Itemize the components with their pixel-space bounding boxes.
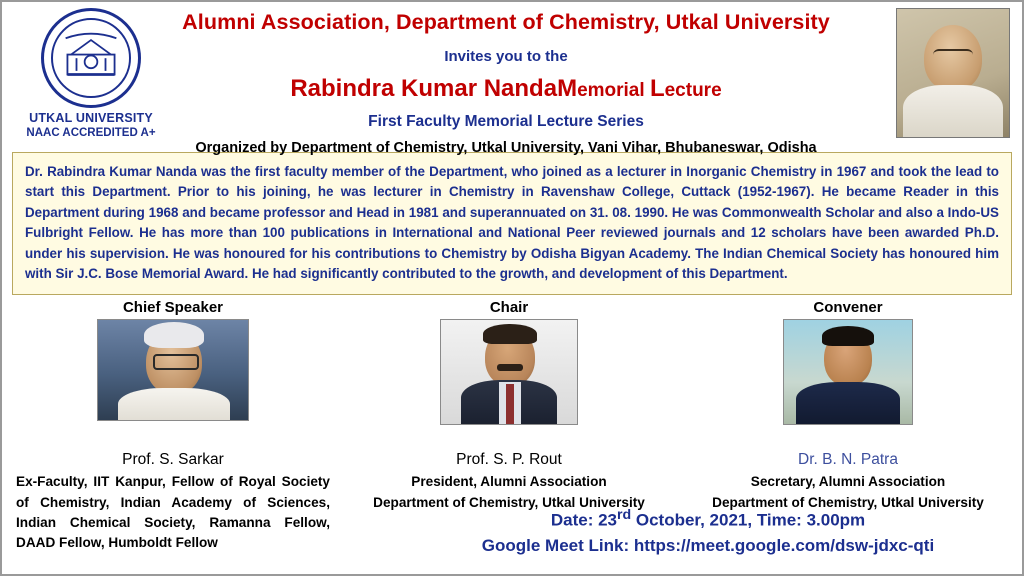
university-seal-icon — [41, 8, 141, 108]
name-chair: Prof. S. P. Rout — [456, 451, 562, 469]
lecture-title — [170, 75, 842, 103]
affiliation-chair-line1: President, Alumni Association — [411, 474, 607, 490]
people-row — [2, 299, 1022, 449]
university-logo — [16, 8, 166, 139]
person-chair — [344, 299, 674, 425]
event-date-ordinal: rd — [616, 507, 632, 524]
lecture-suffix-l: L — [649, 75, 665, 102]
logo-accreditation: NAAC ACCREDITED A+ — [26, 127, 156, 139]
header-text-block — [170, 10, 842, 156]
person-chief-speaker — [10, 299, 336, 421]
affiliation-convener-line1: Secretary, Alumni Association — [750, 474, 946, 490]
biography-text: Dr. Rabindra Kumar Nanda was the first faculty member of the Department, who joined as a lecturer in Inorganic Chemistry in 1967 and took the lead to start this Department. Prior to his joining, he was lecturer in Chemistry in Ravenshaw College, Cuttack (1952-1967). He became Reader in this Department during 1968 and became professor and Head in 1981 and superannuated on 31. 08. 1990. He was Commonwealth Scholar and also a Indo-US Fulbright Fellow. He has more than 100 publications in International and National Peer reviewed journals and 12 scholars have been awarded Ph.D. under his supervision. He was honoured for his contributions to Chemistry by Odisha Bigyan Academy. The Indian Chemical Society has honoured him with Sir J.C. Bose Memorial Award. He had significantly contributed to the growth, and development of this Department. — [12, 152, 1012, 295]
logo-university-name: UTKAL UNIVERSITY — [29, 111, 153, 125]
lecture-suffix-m: M — [557, 75, 578, 102]
honoree-photo — [896, 8, 1010, 138]
affiliation-chief-speaker: Ex-Faculty, IIT Kanpur, Fellow of Royal Society of Chemistry, Indian Academy of Sciences, Indian Chemical Society, Ramanna Fellow, DAAD Fellow, Humboldt Fellow — [16, 474, 330, 551]
photo-convener — [783, 319, 913, 425]
event-date-prefix: Date: 23 — [550, 510, 617, 530]
name-block-convener — [680, 449, 1016, 513]
seal-emblem-icon — [62, 31, 120, 89]
role-label-chair: Chair — [489, 299, 529, 317]
names-row — [2, 449, 1022, 579]
lecture-suffix-emorial: emorial — [577, 80, 650, 101]
page-title: Alumni Association, Department of Chemistry, Utkal University — [182, 10, 830, 34]
name-convener: Dr. B. N. Patra — [798, 451, 898, 469]
lecture-honoree-name: Rabindra Kumar Nanda — [290, 75, 558, 102]
person-convener — [680, 299, 1016, 425]
meeting-details — [402, 505, 1014, 559]
invitation-line: Invites you to the — [444, 48, 568, 65]
photo-chief-speaker — [97, 319, 249, 421]
role-label-convener: Convener — [813, 299, 883, 317]
honoree-portrait-image — [897, 9, 1009, 137]
event-date-rest: October, 2021, Time: 3.00pm — [631, 510, 866, 530]
poster-header — [2, 2, 1022, 156]
lecture-series: First Faculty Memorial Lecture Series — [368, 113, 644, 130]
event-datetime — [402, 505, 1014, 533]
lecture-suffix-ecture: ecture — [664, 80, 722, 101]
affiliation-convener-line2: Department of Chemistry, Utkal University — [712, 494, 984, 510]
organizer-line: Organized by Department of Chemistry, Utkal University, Vani Vihar, Bhubaneswar, Odisha — [195, 140, 817, 156]
affiliation-chair-line2: Department of Chemistry, Utkal University — [373, 494, 645, 510]
photo-chair — [440, 319, 578, 425]
name-block-chair — [344, 449, 674, 513]
name-block-chief-speaker — [10, 449, 336, 554]
google-meet-link[interactable]: Google Meet Link: https://meet.google.com/dsw-jdxc-qti — [481, 536, 935, 556]
name-chief-speaker: Prof. S. Sarkar — [122, 451, 224, 469]
role-label-chief-speaker: Chief Speaker — [122, 299, 224, 317]
